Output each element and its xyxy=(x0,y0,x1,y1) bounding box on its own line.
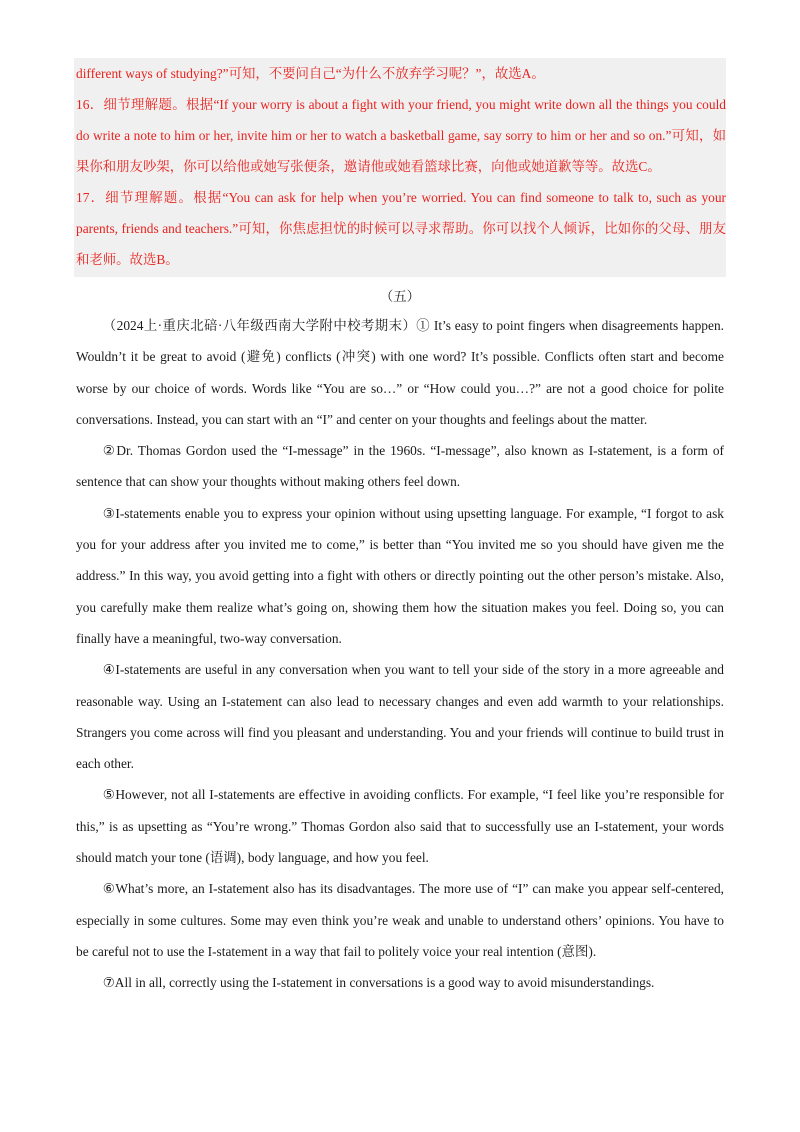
paragraph-2: ②Dr. Thomas Gordon used the “I-message” in the 1960s. “I-message”, also known as I-statement, is a form of sentence that can show your thoughts without making others feel down. xyxy=(76,443,724,490)
answer-15-tail: different ways of studying?”可知，不要问自己“为什么不放弃学习呢？”，故选A。 xyxy=(76,66,545,81)
paragraph-3: ③I-statements enable you to express your opinion without using upsetting language. For example, “I forgot to ask you for your address after you invited me to come,” is better than “You invited me so you should have given me the address.” In this way, you avoid getting into a fight with others or directly pointing out the other person’s mistake. Also, you carefully make them realize what’s going on, showing them how the situation makes you feel. Doing so, you can finally have a meaningful, two-way conversation. xyxy=(76,505,724,646)
page-content xyxy=(76,58,724,999)
paragraph-6: ⑥What’s more, an I-statement also has its disadvantages. The more use of “I” can make you appear self-centered, especially in some cultures. Some may even think you’re weak and unable to understand others’ opinions. You have to be careful not to use the I-statement in a way that fail to politely voice your real intention (意图). xyxy=(76,881,724,959)
answer-17: 17．细节理解题。根据“You can ask for help when you’re worried. You can find someone to talk to, such as your parents, friends and teachers.”可知，你焦虑担忧的时候可以寻求帮助。你可以找个人倾诉，比如你的父母、朋友和老师。故选B。 xyxy=(76,190,726,267)
reading-passage xyxy=(76,310,724,999)
paragraph-5: ⑤However, not all I-statements are effective in avoiding conflicts. For example, “I feel like you’re responsible for this,” is as upsetting as “You’re wrong.” Thomas Gordon also said that to successfully use an I-statement, your words should match your tone (语调), body language, and how you feel. xyxy=(76,787,724,866)
paragraph-7: ⑦All in all, correctly using the I-statement in conversations is a good way to avoid misunderstandings. xyxy=(102,975,655,991)
paragraph-1: （2024上·重庆北碚·八年级西南大学附中校考期末）① It’s easy to point fingers when disagreements happen. Wouldn’t it be great to avoid (避免) conflicts (冲突) with one word? It’s possible. Conflicts often start and become worse by our choice of words. Words like “You are so…” or “How could you…?” are not a good choice for polite conversations. Instead, you can start with an “I” and center on your thoughts and feelings about the matter. xyxy=(76,318,724,427)
section-title: （五） xyxy=(379,289,421,304)
answer-16: 16．细节理解题。根据“If your worry is about a fight with your friend, you might write down all the things you could do write a note to him or her, invite him or her to watch a basketball game, say sorry to him or her and so on.”可知，如果你和朋友吵架，你可以给他或她写张便条，邀请他或她看篮球比赛，向他或她道歉等等。故选C。 xyxy=(76,97,726,174)
answer-explanations xyxy=(74,58,726,277)
paragraph-4: ④I-statements are useful in any conversation when you want to tell your side of the story in a more agreeable and reasonable way. Using an I-statement can also lead to necessary changes and even add warmth to your relationships. Strangers you come across will find you pleasant and understanding. You and your friends will continue to build trust in each other. xyxy=(76,662,724,772)
